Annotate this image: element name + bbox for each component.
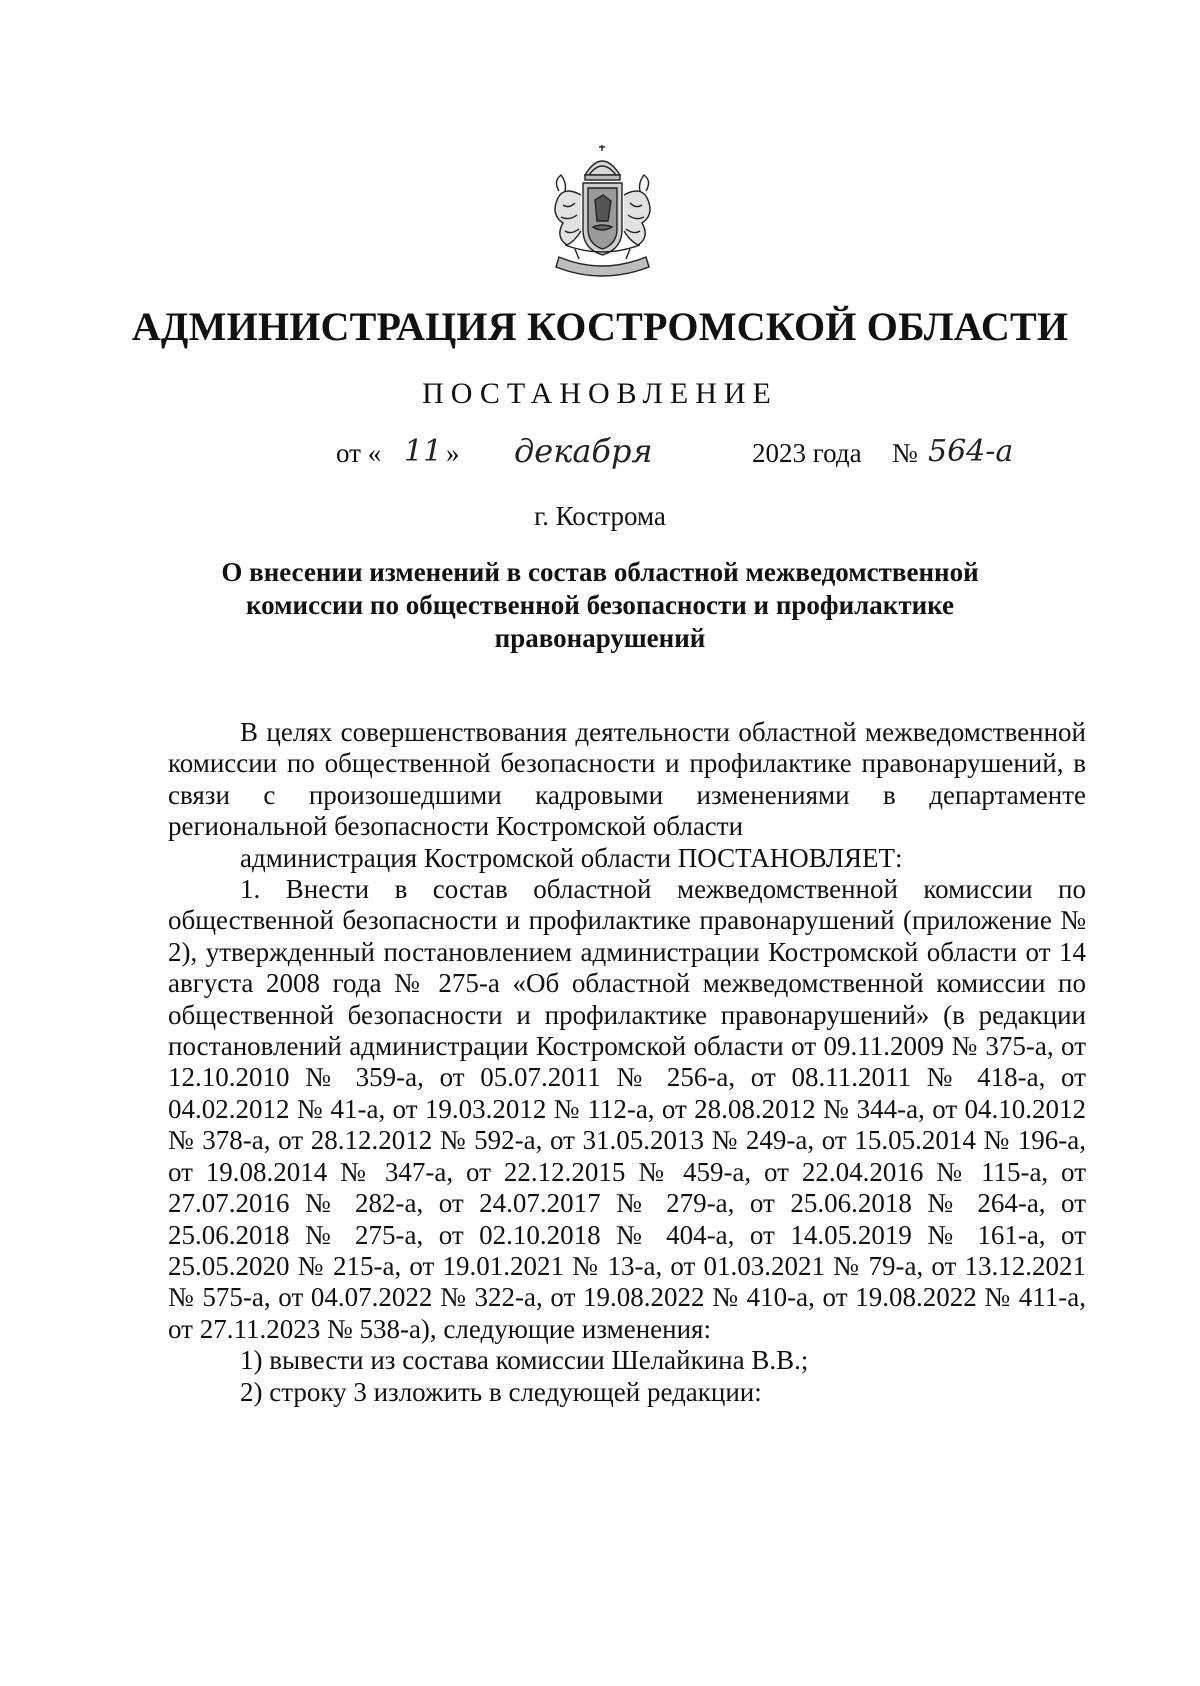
city: г. Кострома: [534, 501, 666, 531]
item-1-paragraph: 1. Внести в состав областной межведомственной комиссии по общественной безопасности и профилактике правонарушений (приложение № 2), утвержденный постановлением администрации Костромской области от 14 августа 2008 года № 275-а «Об областной межведомственной комиссии по общественной безопасности и профилактике правонарушений» (в редакции постановлений администрации Костромской области от 09.11.2009 № 375-а, от 12.10.2010 № 359-а, от 05.07.2011 № 256-а, от 08.11.2011 № 418-а, от 04.02.2012 № 41-а, от 19.03.2012 № 112-а, от 28.08.2012 № 344-а, от 04.10.2012 № 378-а, от 28.12.2012 № 592-а, от 31.05.2013 № 249-а, от 15.05.2014 № 196-а, от 19.08.2014 № 347-а, от 22.12.2015 № 459-а, от 22.04.2016 № 115-а, от 27.07.2016 № 282-а, от 24.07.2017 № 279-а, от 25.06.2018 № 264-а, от 25.06.2018 № 275-а, от 02.10.2018 № 404-а, от 14.05.2019 № 161-а, от 25.05.2020 № 215-а, от 19.01.2021 № 13-а, от 01.03.2021 № 79-а, от 13.12.2021 № 575-а, от 04.07.2022 № 322-а, от 19.08.2022 № 410-а, от 19.08.2022 № 411-а, от 27.11.2023 № 538-а), следующие изменения:: [168, 874, 1086, 1344]
subitem-2-paragraph: 2) строку 3 изложить в следующей редакции:: [240, 1376, 762, 1407]
number-sign: №: [892, 438, 918, 468]
coat-of-arms-icon: [545, 145, 660, 283]
date-line: [0, 432, 1200, 488]
document-subject: [180, 556, 1020, 655]
date-month-handwritten: декабря: [514, 432, 653, 470]
document-number-handwritten: 564-а: [928, 434, 1014, 469]
subitem-1-paragraph: 1) вывести из состава комиссии Шелайкина В.В.;: [240, 1345, 809, 1376]
date-prefix: от «: [336, 438, 382, 468]
subject-line: комиссии по общественной безопасности и профилактике: [245, 590, 955, 620]
intro-paragraph: В целях совершенствования деятельности областной межведомственной комиссии по общественной безопасности и профилактике правонарушений, в связи с произошедшими кадровыми изменениями в департаменте региональной безопасности Костромской области: [168, 717, 1086, 842]
date-day-handwritten: 11: [404, 434, 443, 469]
authority-title: АДМИНИСТРАЦИЯ КОСТРОМСКОЙ ОБЛАСТИ: [131, 304, 1069, 349]
subject-line: О внесении изменений в состав областной межведомственной: [221, 557, 979, 587]
subject-line: правонарушений: [494, 623, 706, 653]
document-body: [168, 717, 1086, 1408]
date-year: 2023 года: [752, 438, 862, 468]
resolves-paragraph: администрация Костромской области ПОСТАНОВЛЯЕТ:: [240, 842, 903, 873]
date-mid: »: [446, 438, 460, 468]
document-type: ПОСТАНОВЛЕНИЕ: [422, 377, 778, 410]
